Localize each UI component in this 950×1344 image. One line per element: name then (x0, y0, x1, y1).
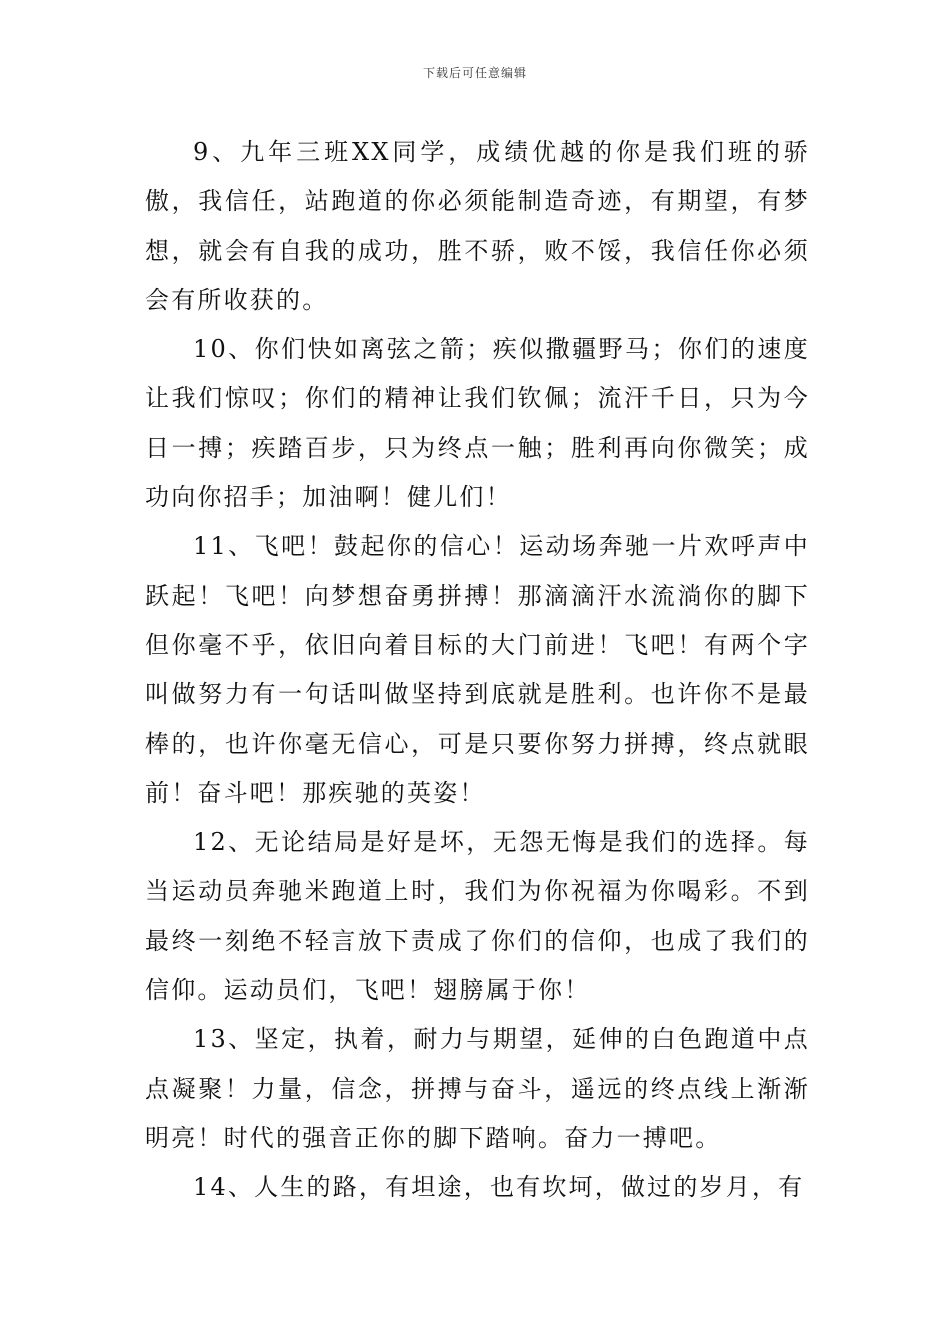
paragraph-14: 14、人生的路，有坦途，也有坎坷，做过的岁月，有 (193, 1173, 805, 1202)
paragraph-11: 11、飞吧！鼓起你的信心！运动场奔驰一片欢呼声中跃起！飞吧！向梦想奋勇拼搏！那滴滴汗水流淌你的脚下但你毫不乎，依旧向着目标的大门前进！飞吧！有两个字叫做努力有一句话叫做坚持到底就是胜利。也许你不是最棒的，也许你毫无信心，可是只要你努力拼搏，终点就眼前！奋斗吧！那疾驰的英姿！ (145, 532, 810, 807)
paragraph-9: 9、九年三班XX同学，成绩优越的你是我们班的骄傲，我信任，站跑道的你必须能制造奇迹，有期望，有梦想，就会有自我的成功，胜不骄，败不馁，我信任你必须会有所收获的。 (145, 138, 810, 314)
page-header-note: 下载后可任意编辑 (422, 66, 527, 80)
paragraph-12: 12、无论结局是好是坏，无怨无悔是我们的选择。每当运动员奔驰米跑道上时，我们为你祝福为你喝彩。不到最终一刻绝不轻言放下责成了你们的信仰，也成了我们的信仰。运动员们，飞吧！翅膀属于你！ (145, 828, 810, 1005)
paragraph-10: 10、你们快如离弦之箭；疾似撒疆野马；你们的速度让我们惊叹；你们的精神让我们钦佩；流汗千日，只为今日一搏；疾踏百步，只为终点一触；胜利再向你微笑；成功向你招手；加油啊！健儿们！ (145, 335, 810, 512)
paragraph-13: 13、坚定，执着，耐力与期望，延伸的白色跑道中点点凝聚！力量，信念，拼搏与奋斗，遥远的终点线上渐渐明亮！时代的强音正你的脚下踏响。奋力一搏吧。 (145, 1025, 810, 1152)
document-body (145, 128, 810, 1213)
